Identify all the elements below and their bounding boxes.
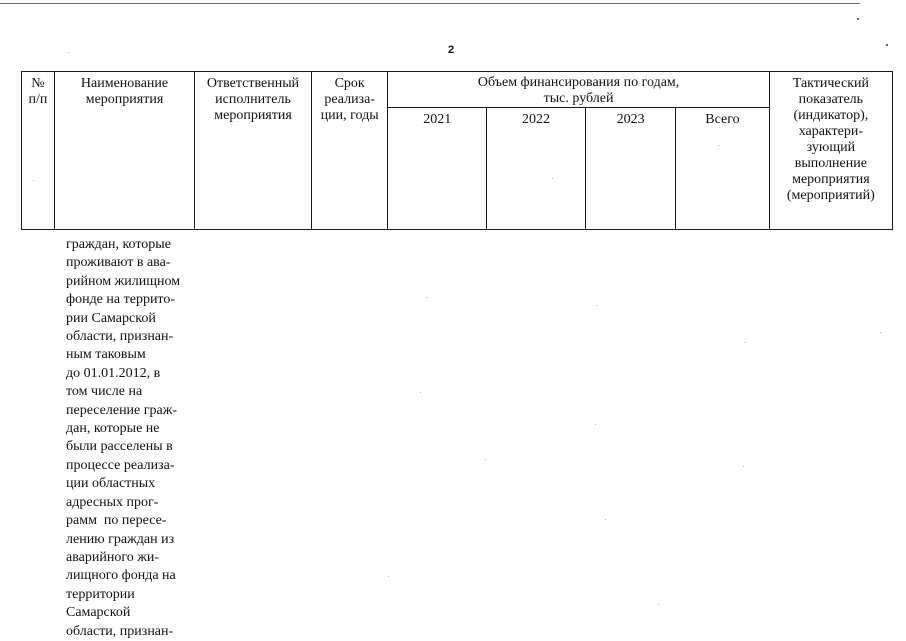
header-cell-year-2023: [585, 108, 675, 230]
header-executor-text: Ответственный исполнитель мероприятия: [206, 76, 300, 123]
header-cell-number: [22, 72, 55, 230]
top-scan-rule: [0, 3, 860, 4]
header-total-text: Всего: [705, 112, 740, 127]
scan-speck: [596, 305, 597, 306]
scan-speck: [886, 44, 888, 46]
header-cell-term: [311, 72, 387, 230]
scan-speck: [658, 604, 659, 605]
header-year-text: 2021: [423, 112, 452, 127]
header-cell-name: [54, 72, 194, 230]
header-funding-text: Объем финансирования по годам, тыс. рублей: [477, 75, 680, 106]
header-year-text: 2023: [616, 112, 645, 127]
scan-speck: [880, 332, 881, 333]
scan-speck: [857, 18, 859, 20]
header-name-text: Наименование мероприятия: [80, 76, 169, 107]
header-cell-total: [676, 108, 770, 230]
scan-speck: [485, 459, 486, 460]
scan-speck: [595, 424, 596, 425]
scan-speck: [420, 392, 421, 393]
header-term-text: Срок реализа- ции, годы: [320, 76, 379, 123]
header-indicator-text: Тактический показатель (индикатор), характери- зующий выполнение мероприятия (мероприятий): [786, 76, 875, 203]
header-cell-funding: [388, 72, 769, 108]
scan-speck: [743, 466, 744, 467]
scan-speck: [605, 519, 606, 520]
header-cell-year-2021: [388, 108, 487, 230]
header-number-text: № п/п: [28, 76, 48, 107]
program-measures-table-header: [21, 71, 893, 230]
scan-speck: [426, 297, 427, 298]
header-cell-year-2022: [487, 108, 586, 230]
scan-speck: [745, 342, 746, 343]
page-number: 2: [447, 44, 455, 56]
header-cell-indicator: [769, 72, 892, 230]
scan-speck: [68, 52, 69, 53]
header-cell-executor: [195, 72, 312, 230]
scan-speck: [388, 576, 389, 577]
measure-name-continuation-text: граждан, которые проживают в ава- рийном жилищном фонде на террито- рии Самарской области, признан- ным таковым до 01.01.2012, в том числе на переселение граж- дан, которые не были расселены в процессе реализа- ции областных адресных прог- рамм по пересе- лению граждан из аварийного жи- лищного фонда на территории Самарской области, признан-: [66, 237, 181, 639]
header-year-text: 2022: [522, 112, 551, 127]
